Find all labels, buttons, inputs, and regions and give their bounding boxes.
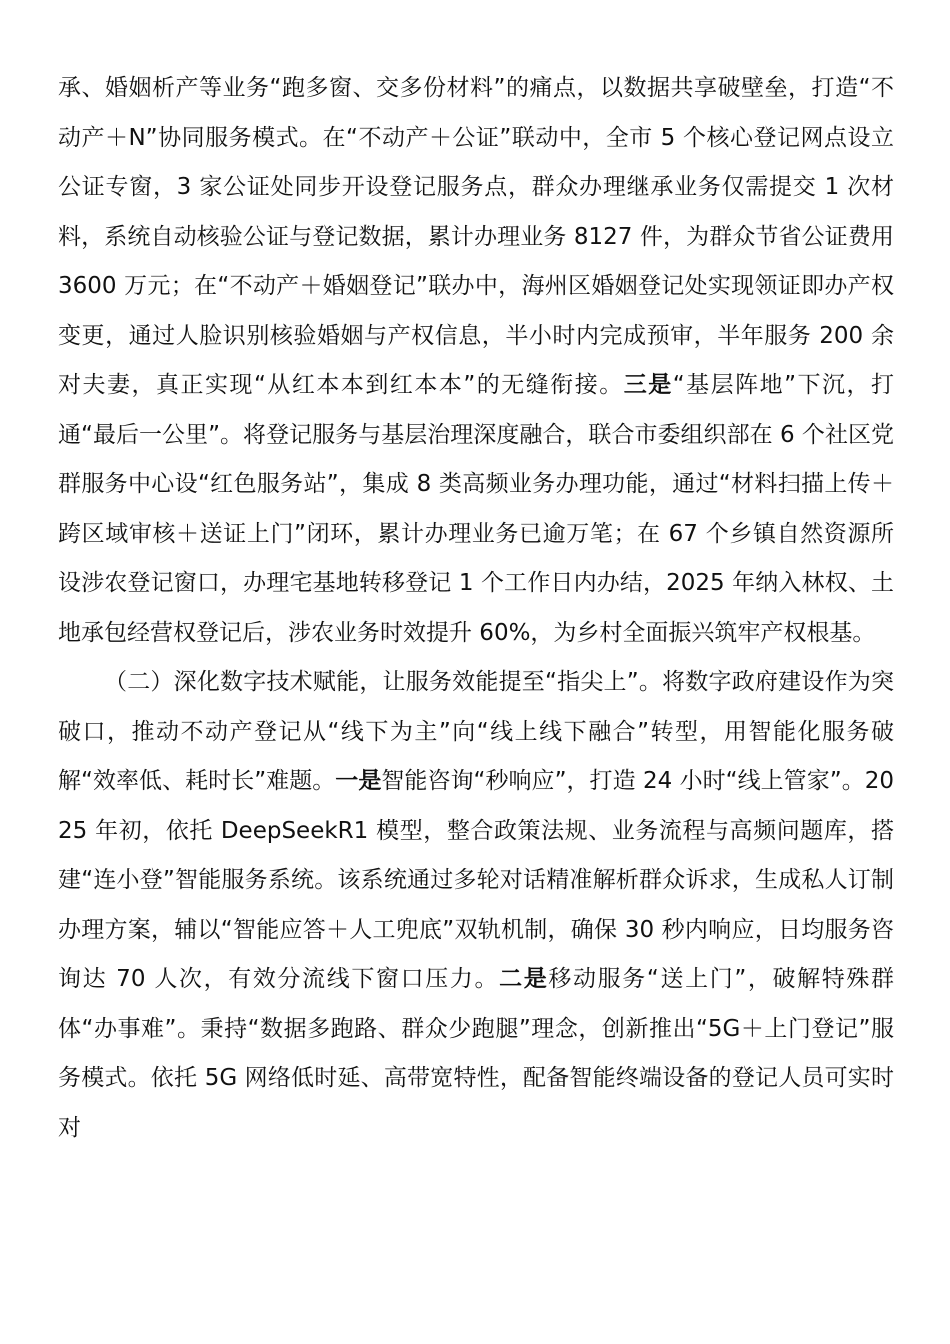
section-paragraph — [58, 658, 894, 1153]
paragraph-text: 移动服务“送上门”，破解特殊群体“办事难”。秉持“数据多跑路、群众少跑腿”理念，创新推出“5G＋上门登记”服务模式。依托 5G 网络低时延、高带宽特性，配备智能终端设备的登记人员可实时对 — [58, 966, 895, 1141]
body-paragraph — [58, 64, 894, 658]
bold-keyword: 二是 — [499, 966, 549, 992]
paragraph-text: “基层阵地”下沉，打通“最后一公里”。将登记服务与基层治理深度融合，联合市委组织部在 6 个社区党群服务中心设“红色服务站”，集成 8 类高频业务办理功能，通过“材料扫描上传＋跨区域审核＋送证上门”闭环，累计办理业务已逾万笔；在 67 个乡镇自然资源所设涉农登记窗口，办理宅基地转移登记 1 个工作日内办结，2025 年纳入林权、土地承包经营权登记后，涉农业务时效提升 60%，为乡村全面振兴筑牢产权根基。 — [58, 372, 894, 646]
bold-keyword: 一是 — [335, 768, 382, 794]
document-page — [58, 64, 894, 1153]
paragraph-text: 承、婚姻析产等业务“跑多窗、交多份材料”的痛点，以数据共享破壁垒，打造“不动产＋N”协同服务模式。在“不动产＋公证”联动中，全市 5 个核心登记网点设立公证专窗，3 家公证处同步开设登记服务点，群众办理继承业务仅需提交 1 次材料，系统自动核验公证与登记数据，累计办理业务 8127 件，为群众节省公证费用 3600 万元；在“不动产＋婚姻登记”联办中，海州区婚姻登记处实现领证即办产权变更，通过人脸识别核验婚姻与产权信息，半小时内完成预审，半年服务 200 余对夫妻，真正实现“从红本本到红本本”的无缝衔接。 — [58, 75, 894, 398]
section-heading-text: （二）深化数字技术赋能，让服务效能提至“指尖上”。将数字政府建设作为突破口，推动不动产登记从“线下为主”向“线上线下融合”转型，用智能化服务破解“效率低、耗时长”难题。 — [58, 669, 894, 794]
paragraph-text: 智能咨询“秒响应”，打造 24 小时“线上管家”。2025 年初，依托 DeepSeekR1 模型，整合政策法规、业务流程与高频问题库，搭建“连小登”智能服务系统。该系统通过多轮对话精准解析群众诉求，生成私人订制办理方案，辅以“智能应答＋人工兜底”双轨机制，确保 30 秒内响应，日均服务咨询达 70 人次，有效分流线下窗口压力。 — [58, 768, 894, 992]
bold-keyword: 三是 — [623, 372, 673, 398]
